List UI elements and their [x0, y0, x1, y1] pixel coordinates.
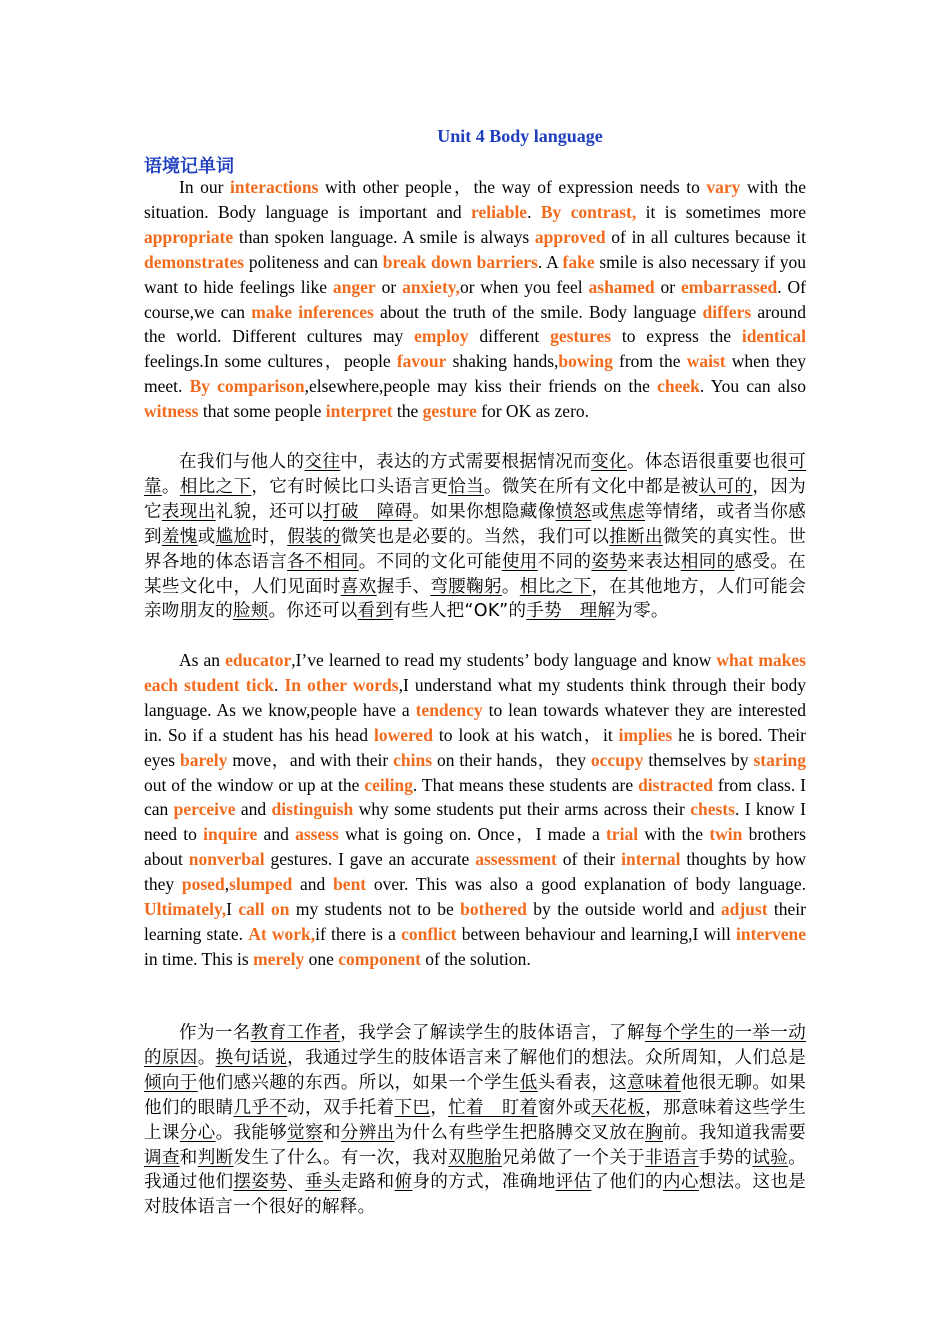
text-run: or [654, 276, 682, 297]
underlined-term: 姿势 [591, 551, 628, 572]
keyword: reliable [471, 201, 528, 222]
text-run: 他们感兴趣的东西。所以，如果一个学生 [197, 1072, 520, 1093]
text-run: 。 [197, 1047, 216, 1068]
keyword: internal [621, 849, 681, 870]
keyword: embarrassed [681, 276, 778, 297]
underlined-term: 尴尬 [215, 526, 252, 547]
underlined-term: 变化 [591, 452, 627, 472]
keyword: employ [414, 326, 469, 347]
keyword: lowered [373, 724, 433, 745]
keyword: assess [295, 824, 339, 845]
text-run: 来表达 [627, 551, 681, 572]
keyword: trial [605, 824, 639, 845]
underlined-term: 下巴 [394, 1097, 431, 1118]
keyword: identical [741, 326, 806, 347]
keyword: staring [753, 749, 806, 770]
keyword: twin [709, 824, 743, 845]
text-run: 走路和 [340, 1172, 395, 1193]
text-run: 窗外或 [537, 1097, 592, 1118]
text-run: ,elsewhere,people may kiss their friends on the [304, 376, 658, 397]
text-run: 。不同的文化可能 [358, 551, 502, 572]
text-run: politeness and can [244, 251, 383, 272]
text-run: I [226, 899, 239, 920]
keyword: merely [253, 948, 305, 969]
text-run: of the solution. [420, 948, 531, 969]
text-run: with other people，the way of expression needs to [318, 177, 707, 197]
text-run: 动，双手托着 [287, 1097, 395, 1118]
text-run: 兄弟做了一个关于 [501, 1147, 646, 1168]
text-run: thoughts by how they [144, 849, 806, 895]
text-run: or [375, 276, 403, 297]
text-run: . I know I need to [144, 799, 806, 845]
keyword: demonstrates [144, 251, 245, 272]
text-run: to express the [611, 326, 742, 347]
keyword: gestures [550, 326, 612, 347]
keyword: gesture [422, 401, 477, 422]
keyword: component [338, 948, 421, 969]
text-run: over. This was also a good explanation of body language. [366, 874, 806, 895]
text-run: 、 [287, 1172, 306, 1193]
text-run: gestures. I gave an accurate [264, 849, 476, 870]
underlined-term: 判断 [197, 1147, 234, 1168]
text-run: brothers about [144, 824, 806, 870]
text-run: 握手、 [376, 576, 431, 597]
text-run: on their hands，they [432, 749, 591, 770]
text-run: the [392, 401, 423, 422]
text-run: 。 [161, 476, 180, 497]
text-run: . [273, 674, 285, 695]
keyword: anxiety, [402, 276, 460, 297]
text-run: ，那意味着这些学生上课 [144, 1097, 807, 1143]
keyword: By contrast, [540, 201, 637, 222]
underlined-term: 可靠 [144, 452, 806, 497]
keyword: Ultimately, [144, 899, 227, 920]
text-run: 有些人把“OK”的 [393, 601, 527, 622]
text-run: smile is also necessary if you want to hide feelings like [144, 251, 807, 297]
keyword: witness [144, 401, 199, 422]
text-run: 作为一名 [179, 1023, 251, 1043]
text-run: than spoken language. A smile is always [233, 226, 535, 247]
text-run: 。如果你想隐藏像 [412, 501, 556, 522]
underlined-term: 双胞胎 [448, 1147, 502, 1168]
text-run: 感受。在某些文化中，人们见面时 [144, 551, 807, 597]
text-run: 等情绪，或者当你感到 [144, 501, 807, 547]
underlined-term: 每个学生的一举一动的原因 [144, 1023, 806, 1068]
english-paragraph-1 [144, 175, 806, 424]
text-run: between behaviour and learning,I will [456, 923, 737, 944]
section-heading: 语境记单词 [144, 156, 234, 177]
keyword: adjust [720, 899, 768, 920]
keyword: appropriate [144, 226, 234, 247]
underlined-term: 非语言 [645, 1147, 699, 1168]
text-run: In our [179, 177, 230, 197]
keyword: fake [562, 251, 595, 272]
text-run: . A [537, 251, 563, 272]
underlined-term: 胸 [645, 1122, 663, 1143]
keyword: vary [706, 177, 741, 197]
keyword: interpret [325, 401, 393, 422]
text-run: when they meet. [144, 351, 806, 397]
underlined-term: 分辨出 [340, 1122, 395, 1143]
text-run: and [257, 824, 296, 845]
underlined-term: 评估 [555, 1172, 592, 1193]
text-run: shaking hands, [446, 351, 559, 372]
text-run: their learning state. [144, 899, 807, 944]
text-run: themselves by [643, 749, 754, 770]
keyword: conflict [401, 923, 457, 944]
underlined-term: 调查 [144, 1147, 180, 1168]
text-run: 想法。这也是对肢体语言一个很好的解释。 [144, 1172, 807, 1218]
text-run: 或 [197, 526, 216, 547]
underlined-term: 摆姿势 [233, 1172, 288, 1193]
text-run: 时， [251, 526, 288, 547]
english-paragraph-2 [144, 648, 806, 972]
text-run: with the situation. Body language is important and [144, 177, 806, 222]
text-run: ，在其他地方，人们可能会亲吻朋友的 [144, 576, 806, 622]
text-run: 为什么有些学生把胳膊交叉放在 [394, 1122, 646, 1143]
text-run: 手势的 [698, 1147, 753, 1168]
text-run: 了他们的 [591, 1172, 663, 1193]
text-run: what is going on. Once，I made a [338, 824, 606, 845]
text-run: 在我们与他人的 [179, 452, 305, 472]
keyword: waist [686, 351, 726, 372]
text-run: 他很无聊。如果他们的眼睛 [144, 1072, 806, 1118]
underlined-term: 意味着 [627, 1072, 681, 1093]
keyword: occupy [590, 749, 644, 770]
underlined-term: 低 [519, 1072, 538, 1093]
underlined-term: 看到 [357, 601, 394, 622]
underlined-term: 焦虑 [609, 501, 646, 522]
underlined-term: 倾向于 [144, 1072, 198, 1093]
keyword: approved [534, 226, 606, 247]
text-run: 。 [501, 576, 520, 597]
text-run: , [224, 874, 230, 895]
keyword: distracted [638, 774, 713, 795]
text-run: with the [638, 824, 710, 845]
keyword: differs [702, 301, 752, 322]
underlined-term: 相同的 [680, 551, 735, 572]
text-run: different [468, 326, 551, 347]
underlined-term: 试验 [752, 1147, 789, 1168]
text-run: 发生了什么。有一次，我对 [233, 1147, 449, 1168]
text-run: about the truth of the smile. Body language [373, 301, 703, 322]
text-run: to look at his watch，it [432, 724, 619, 745]
text-run: 。微笑在所有文化中都是被 [484, 476, 699, 497]
underlined-term: 使用 [501, 551, 538, 572]
underlined-term: 内心 [662, 1172, 699, 1193]
text-run: 前。我知道我需要 [662, 1122, 807, 1143]
keyword: break down barriers [382, 251, 538, 272]
text-run: ，它有时候比口头语言更 [251, 476, 449, 497]
underlined-term: 表现出 [161, 501, 216, 522]
keyword: In other words [284, 674, 399, 695]
keyword: educator [225, 650, 292, 670]
keyword: implies [618, 724, 673, 745]
underlined-term: 俯 [394, 1172, 413, 1193]
underlined-term: 假装的 [287, 526, 341, 547]
underlined-term: 交往 [304, 452, 341, 472]
text-run: from the [612, 351, 687, 372]
underlined-term: 天花板 [591, 1097, 646, 1118]
text-run: ,I’ve learned to read my students’ body language and know [291, 650, 717, 670]
document-title: Unit 4 Body language [437, 126, 603, 146]
text-run: or when you feel [459, 276, 589, 297]
text-run: why some students put their arms across their [353, 799, 691, 820]
underlined-term: 手势 理解 [526, 601, 616, 622]
keyword: By comparison [189, 376, 305, 397]
keyword: assessment [475, 849, 557, 870]
keyword: bent [333, 874, 367, 895]
text-run: of their [556, 849, 622, 870]
text-run: ，我通过学生的肢体语言来了解他们的想法。众所周知，人们总是 [287, 1047, 806, 1068]
text-run: . [527, 201, 541, 222]
text-run: ,I understand what my students think through their body language. As we know,people have a [144, 674, 806, 720]
text-run: 和 [179, 1147, 198, 1168]
underlined-term: 喜欢 [340, 576, 377, 597]
text-run: As an [179, 650, 226, 670]
text-run: 中，表达的方式需要根据情况而 [340, 452, 592, 472]
text-run: move，and with their [227, 749, 394, 770]
underlined-term: 各不相同 [287, 551, 359, 572]
text-run: 礼貌，还可以 [215, 501, 323, 522]
text-run: ，因为它 [144, 476, 807, 522]
keyword: barely [180, 749, 228, 770]
underlined-term: 垂头 [305, 1172, 341, 1193]
text-run: 或 [591, 501, 610, 522]
text-run: it is sometimes more [636, 201, 806, 222]
keyword: chests [690, 799, 735, 820]
keyword: what makes each student tick [144, 650, 806, 695]
text-run: ， [430, 1097, 449, 1118]
underlined-term: 恰当 [448, 476, 485, 497]
text-run: for OK as zero. [476, 401, 590, 422]
text-run: ，我学会了解读学生的肢体语言，了解 [340, 1023, 645, 1043]
text-run: 微笑的真实性。世界各地的体态语言 [144, 526, 807, 572]
keyword: slumped [229, 874, 293, 895]
keyword: cheek [657, 376, 700, 397]
text-run: and [292, 874, 334, 895]
keyword: ceiling [364, 774, 413, 795]
keyword: make inferences [251, 301, 374, 322]
keyword: posed [181, 874, 225, 895]
text-run: out of the window or up at the [144, 774, 365, 795]
keyword: favour [396, 351, 447, 372]
chinese-paragraph-1 [144, 450, 806, 624]
text-run: 为零。 [615, 601, 669, 622]
text-run: . You can also [699, 376, 806, 397]
underlined-term: 换句话说 [215, 1047, 288, 1068]
underlined-term: 分心 [179, 1122, 216, 1143]
keyword: anger [332, 276, 376, 297]
text-run: and [235, 799, 272, 820]
chinese-paragraph-2 [144, 1021, 806, 1220]
keyword: tendency [415, 699, 483, 720]
text-run: 。你还可以 [268, 601, 358, 622]
keyword: intervene [736, 923, 807, 944]
text-run: . Of course,we can [144, 276, 807, 322]
text-run: . That means these students are [412, 774, 639, 795]
underlined-term: 愤怒 [555, 501, 592, 522]
underlined-term: 弯腰鞠躬 [430, 576, 502, 597]
text-run: 身的方式，准确地 [412, 1172, 556, 1193]
underlined-term: 相比之下 [519, 576, 592, 597]
text-run: by the outside world and [526, 899, 721, 920]
keyword: interactions [230, 177, 319, 197]
text-run: from class. I can [144, 774, 806, 820]
text-run: 头看表，这 [537, 1072, 628, 1093]
text-run: of in all cultures because it [605, 226, 806, 247]
underlined-term: 相比之下 [179, 476, 252, 497]
text-run: if there is a [315, 923, 402, 944]
keyword: inquire [203, 824, 258, 845]
underlined-term: 觉察 [287, 1122, 323, 1143]
text-run: 微笑也是必要的。当然，我们可以 [340, 526, 610, 547]
keyword: bothered [460, 899, 527, 920]
underlined-term: 推断出 [609, 526, 663, 547]
keyword: nonverbal [188, 849, 265, 870]
underlined-term: 认可的 [698, 476, 753, 497]
keyword: distinguish [271, 799, 354, 820]
text-run: around the world. Different cultures may [144, 301, 806, 347]
text-run: 和 [322, 1122, 341, 1143]
underlined-term: 打破 障碍 [322, 501, 413, 522]
underlined-term: 忙着 盯着 [448, 1097, 538, 1118]
underlined-term: 脸颊 [233, 601, 269, 622]
keyword: call on [238, 899, 290, 920]
text-run: 。我能够 [215, 1122, 288, 1143]
keyword: bowing [558, 351, 613, 372]
underlined-term: 教育工作者 [250, 1023, 341, 1043]
text-run: 。体态语很重要也很 [626, 452, 789, 472]
underlined-term: 羞愧 [161, 526, 198, 547]
text-run: 。我通过他们 [144, 1147, 807, 1193]
text-run: 不同的 [537, 551, 592, 572]
text-run: my students not to be [289, 899, 461, 920]
keyword: At work, [248, 923, 316, 944]
underlined-term: 几乎不 [233, 1097, 288, 1118]
text-run: one [304, 948, 339, 969]
text-run: in time. This is [144, 948, 254, 969]
keyword: chins [393, 749, 432, 770]
text-run: to lean towards whatever they are interested in. So if a student has his head [144, 699, 806, 745]
text-run: feelings.In some cultures，people [144, 351, 397, 372]
text-run: he is bored. Their eyes [144, 724, 806, 770]
text-run: that some people [198, 401, 326, 422]
keyword: ashamed [588, 276, 655, 297]
keyword: perceive [173, 799, 236, 820]
